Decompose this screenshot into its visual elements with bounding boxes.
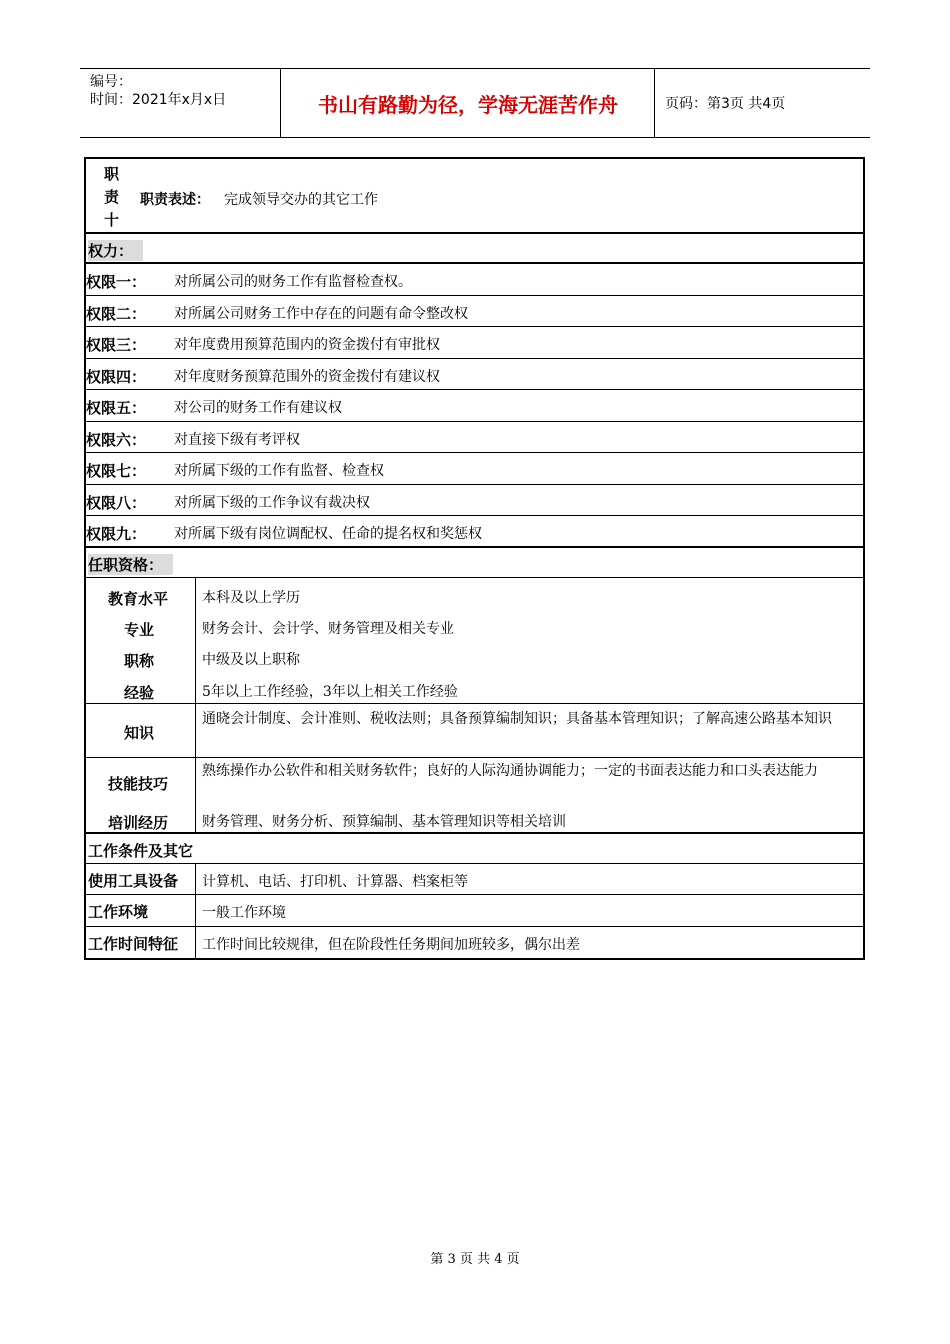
authority-row: 权限九： 对所属下级有岗位调配权、任命的提名权和奖惩权 <box>86 516 863 548</box>
authority-row: 权限五： 对公司的财务工作有建议权 <box>86 390 863 422</box>
training-value: 财务管理、财务分析、预算编制、基本管理知识等相关培训 <box>202 813 566 830</box>
skills-training-row <box>86 758 863 834</box>
major-value: 财务会计、会计学、财务管理及相关专业 <box>202 620 454 637</box>
page-footer: 第 3 页 共 4 页 <box>430 1252 520 1267</box>
training-label: 培训经历 <box>108 813 169 832</box>
authority-row: 权限三： 对年度费用预算范围内的资金拨付有审批权 <box>86 327 863 359</box>
authority-row: 权限一： 对所属公司的财务工作有监督检查权。 <box>86 264 863 296</box>
duty-text: 完成领导交办的其它工作 <box>224 192 378 208</box>
authority-row: 权限六： 对直接下级有考评权 <box>86 422 863 454</box>
authority-row: 权限四： 对年度财务预算范围外的资金拨付有建议权 <box>86 359 863 391</box>
title-rank-value: 中级及以上职称 <box>202 651 300 668</box>
condition-row: 工作环境 一般工作环境 <box>86 895 863 927</box>
duty-row <box>86 159 863 234</box>
job-description-table <box>84 157 865 960</box>
qualification-section-title: 任职资格： <box>86 548 863 578</box>
authority-row: 权限七： 对所属下级的工作有监督、检查权 <box>86 453 863 485</box>
experience-label: 经验 <box>124 683 155 702</box>
experience-value: 5年以上工作经验，3年以上相关工作经验 <box>202 683 458 700</box>
skills-label: 技能技巧 <box>108 774 169 793</box>
condition-row: 使用工具设备 计算机、电话、打印机、计算器、档案柜等 <box>86 864 863 896</box>
qualification-basic-row <box>86 578 863 704</box>
knowledge-row <box>86 704 863 758</box>
conditions-section-title: 工作条件及其它 <box>86 834 863 864</box>
page-header <box>80 68 870 138</box>
condition-row: 工作时间特征 工作时间比较规律，但在阶段性任务期间加班较多，偶尔出差 <box>86 927 863 959</box>
header-meta <box>80 69 281 137</box>
duty-label: 职责表述： <box>140 192 210 208</box>
major-label: 专业 <box>124 620 155 639</box>
knowledge-value: 通晓会计制度、会计准则、税收法则；具备预算编制知识；具备基本管理知识；了解高速公路基本知识 <box>202 710 832 727</box>
authority-row: 权限二： 对所属公司财务工作中存在的问题有命令整改权 <box>86 296 863 328</box>
date-line: 时间：2021年x月x日 <box>90 92 227 108</box>
authority-row: 权限八： 对所属下级的工作争议有裁决权 <box>86 485 863 517</box>
education-value: 本科及以上学历 <box>202 589 300 606</box>
title-rank-label: 职称 <box>124 651 155 670</box>
authority-section-title: 权力： <box>86 234 863 264</box>
knowledge-label: 知识 <box>124 723 155 742</box>
education-label: 教育水平 <box>108 589 169 608</box>
header-motto: 书山有路勤为径，学海无涯苦作舟 <box>282 69 655 137</box>
header-page-info: 页码：第3页 共4页 <box>665 96 786 112</box>
number-label: 编号： <box>90 74 132 90</box>
duty-vertical-label: 职 责 十 <box>104 165 120 229</box>
skills-value: 熟练操作办公软件和相关财务软件；良好的人际沟通协调能力；一定的书面表达能力和口头表达能力 <box>202 762 818 779</box>
